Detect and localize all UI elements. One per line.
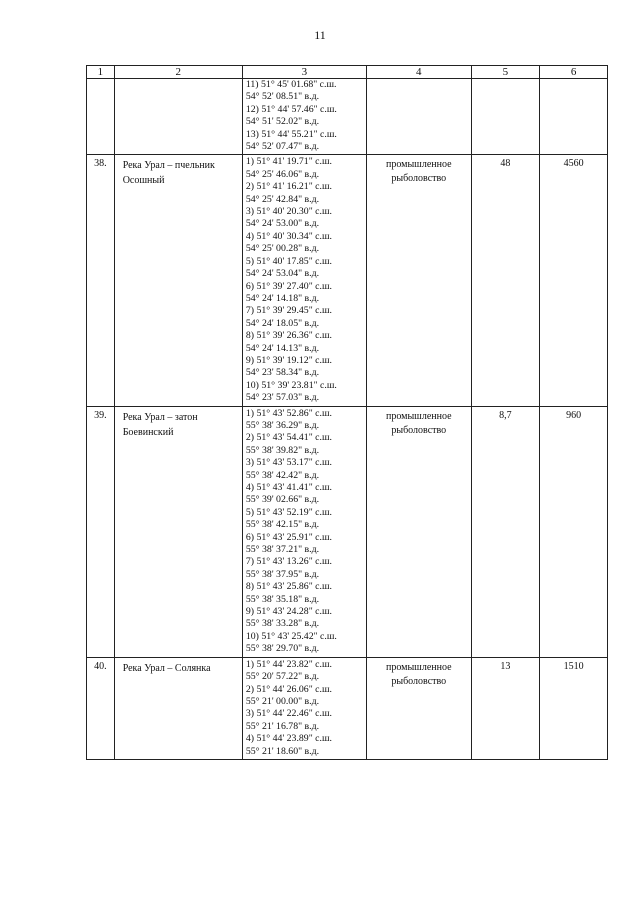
row-number: 40. bbox=[87, 657, 115, 759]
coordinate-line: 55° 38' 39.82" в.д. bbox=[245, 444, 320, 456]
area-value: 48 bbox=[471, 155, 540, 406]
coordinates-cell bbox=[242, 657, 366, 759]
coordinate-line: 54° 25' 00.28" в.д. bbox=[245, 243, 320, 255]
coordinate-line: 55° 38' 36.29" в.д. bbox=[245, 419, 320, 431]
coordinate-line: 2) 51° 41' 16.21" с.ш. bbox=[245, 181, 332, 193]
coordinate-line: 54° 25' 46.06" в.д. bbox=[245, 168, 320, 180]
coordinate-line: 6) 51° 43' 25.91" с.ш. bbox=[245, 531, 332, 543]
coordinate-line: 54° 24' 14.18" в.д. bbox=[245, 292, 320, 304]
fishing-areas-table bbox=[86, 65, 608, 760]
row-number bbox=[87, 79, 115, 155]
coordinate-line: 55° 38' 37.95" в.д. bbox=[245, 568, 320, 580]
coordinate-line: 55° 39' 02.66" в.д. bbox=[245, 494, 320, 506]
coordinate-line: 54° 24' 18.05" в.д. bbox=[245, 317, 320, 329]
column-header: 1 bbox=[87, 66, 115, 79]
coordinate-line: 54° 23' 58.34" в.д. bbox=[245, 367, 320, 379]
column-header: 5 bbox=[471, 66, 540, 79]
coordinate-line: 54° 24' 53.00" в.д. bbox=[245, 218, 320, 230]
column-header: 6 bbox=[540, 66, 608, 79]
coordinate-line: 55° 38' 29.70" в.д. bbox=[245, 643, 320, 655]
row-number: 38. bbox=[87, 155, 115, 406]
coordinate-line: 55° 21' 00.00" в.д. bbox=[245, 695, 320, 707]
area-name: Река Урал – пчельник Осошный bbox=[114, 155, 242, 406]
coordinate-line: 7) 51° 43' 13.26" с.ш. bbox=[245, 556, 332, 568]
coordinate-line: 4) 51° 40' 30.34" с.ш. bbox=[245, 230, 332, 242]
coordinate-line: 10) 51° 43' 25.42" с.ш. bbox=[245, 630, 337, 642]
coordinate-line: 1) 51° 41' 19.71" с.ш. bbox=[245, 156, 332, 168]
area-name bbox=[114, 79, 242, 155]
usage-purpose: промышленное рыболовство bbox=[366, 657, 471, 759]
coordinates-cell bbox=[242, 79, 366, 155]
catch-value: 960 bbox=[540, 406, 608, 657]
coordinate-line: 4) 51° 43' 41.41" с.ш. bbox=[245, 482, 332, 493]
coordinate-line: 9) 51° 43' 24.28" с.ш. bbox=[245, 606, 332, 618]
coordinate-line: 55° 38' 33.28" в.д. bbox=[245, 618, 320, 630]
coordinate-line: 54° 23' 57.03" в.д. bbox=[245, 392, 320, 404]
coordinate-line: 3) 51° 40' 20.30" с.ш. bbox=[245, 206, 332, 218]
column-header: 4 bbox=[366, 66, 471, 79]
coordinate-line: 1) 51° 44' 23.82" с.ш. bbox=[245, 658, 332, 670]
coordinate-line: 55° 21' 18.60" в.д. bbox=[245, 745, 320, 757]
coordinate-line: 9) 51° 39' 19.12" с.ш. bbox=[245, 354, 332, 366]
coordinate-line: 54° 24' 14.13" в.д. bbox=[245, 342, 320, 354]
coordinate-line: 12) 51° 44' 57.46" с.ш. bbox=[245, 103, 337, 115]
coordinates-cell bbox=[242, 155, 366, 406]
usage-purpose: промышленное рыболовство bbox=[366, 155, 471, 406]
coordinate-line: 54° 24' 53.04" в.д. bbox=[245, 268, 320, 280]
table-row bbox=[87, 657, 608, 759]
coordinate-line: 54° 52' 07.47" в.д. bbox=[245, 141, 320, 153]
area-value bbox=[471, 79, 540, 155]
coordinate-line: 3) 51° 44' 22.46" с.ш. bbox=[245, 708, 332, 720]
coordinate-line: 5) 51° 40' 17.85" с.ш. bbox=[245, 255, 332, 267]
coordinate-line: 55° 21' 16.78" в.д. bbox=[245, 720, 320, 732]
area-value: 8,7 bbox=[471, 406, 540, 657]
coordinate-line: 11) 51° 45' 01.68" с.ш. bbox=[245, 79, 337, 90]
coordinate-line: 55° 38' 37.21" в.д. bbox=[245, 544, 320, 556]
coordinate-line: 6) 51° 39' 27.40" с.ш. bbox=[245, 280, 332, 292]
coordinate-line: 8) 51° 43' 25.86" с.ш. bbox=[245, 581, 332, 593]
table-row bbox=[87, 406, 608, 657]
coordinate-line: 55° 38' 35.18" в.д. bbox=[245, 593, 320, 605]
coordinate-line: 55° 38' 42.42" в.д. bbox=[245, 469, 320, 481]
table-header-row bbox=[87, 66, 608, 79]
column-header: 3 bbox=[242, 66, 366, 79]
coordinate-line: 4) 51° 44' 23.89" с.ш. bbox=[245, 733, 332, 745]
coordinate-line: 54° 25' 42.84" в.д. bbox=[245, 193, 320, 205]
column-header: 2 bbox=[114, 66, 242, 79]
table-row bbox=[87, 155, 608, 406]
coordinate-line: 55° 38' 42.15" в.д. bbox=[245, 519, 320, 531]
coordinate-line: 13) 51° 44' 55.21" с.ш. bbox=[245, 128, 337, 140]
area-value: 13 bbox=[471, 657, 540, 759]
coordinate-line: 2) 51° 44' 26.06" с.ш. bbox=[245, 683, 332, 695]
coordinate-line: 2) 51° 43' 54.41" с.ш. bbox=[245, 432, 332, 444]
catch-value: 1510 bbox=[540, 657, 608, 759]
row-number: 39. bbox=[87, 406, 115, 657]
usage-purpose: промышленное рыболовство bbox=[366, 406, 471, 657]
catch-value bbox=[540, 79, 608, 155]
area-name: Река Урал – затон Боевинский bbox=[114, 406, 242, 657]
area-name: Река Урал – Солянка bbox=[114, 657, 242, 759]
coordinate-line: 3) 51° 43' 53.17" с.ш. bbox=[245, 457, 332, 469]
coordinate-line: 7) 51° 39' 29.45" с.ш. bbox=[245, 305, 332, 317]
coordinate-line: 10) 51° 39' 23.81" с.ш. bbox=[245, 379, 337, 391]
table-row bbox=[87, 79, 608, 155]
coordinate-line: 5) 51° 43' 52.19" с.ш. bbox=[245, 506, 332, 518]
usage-purpose bbox=[366, 79, 471, 155]
coordinates-cell bbox=[242, 406, 366, 657]
coordinate-line: 8) 51° 39' 26.36" с.ш. bbox=[245, 330, 332, 342]
coordinate-line: 54° 51' 52.02" в.д. bbox=[245, 116, 320, 128]
coordinate-line: 54° 52' 08.51" в.д. bbox=[245, 91, 320, 103]
catch-value: 4560 bbox=[540, 155, 608, 406]
page-number: 11 bbox=[314, 28, 326, 42]
coordinate-line: 55° 20' 57.22" в.д. bbox=[245, 671, 320, 683]
coordinate-line: 1) 51° 43' 52.86" с.ш. bbox=[245, 407, 332, 419]
